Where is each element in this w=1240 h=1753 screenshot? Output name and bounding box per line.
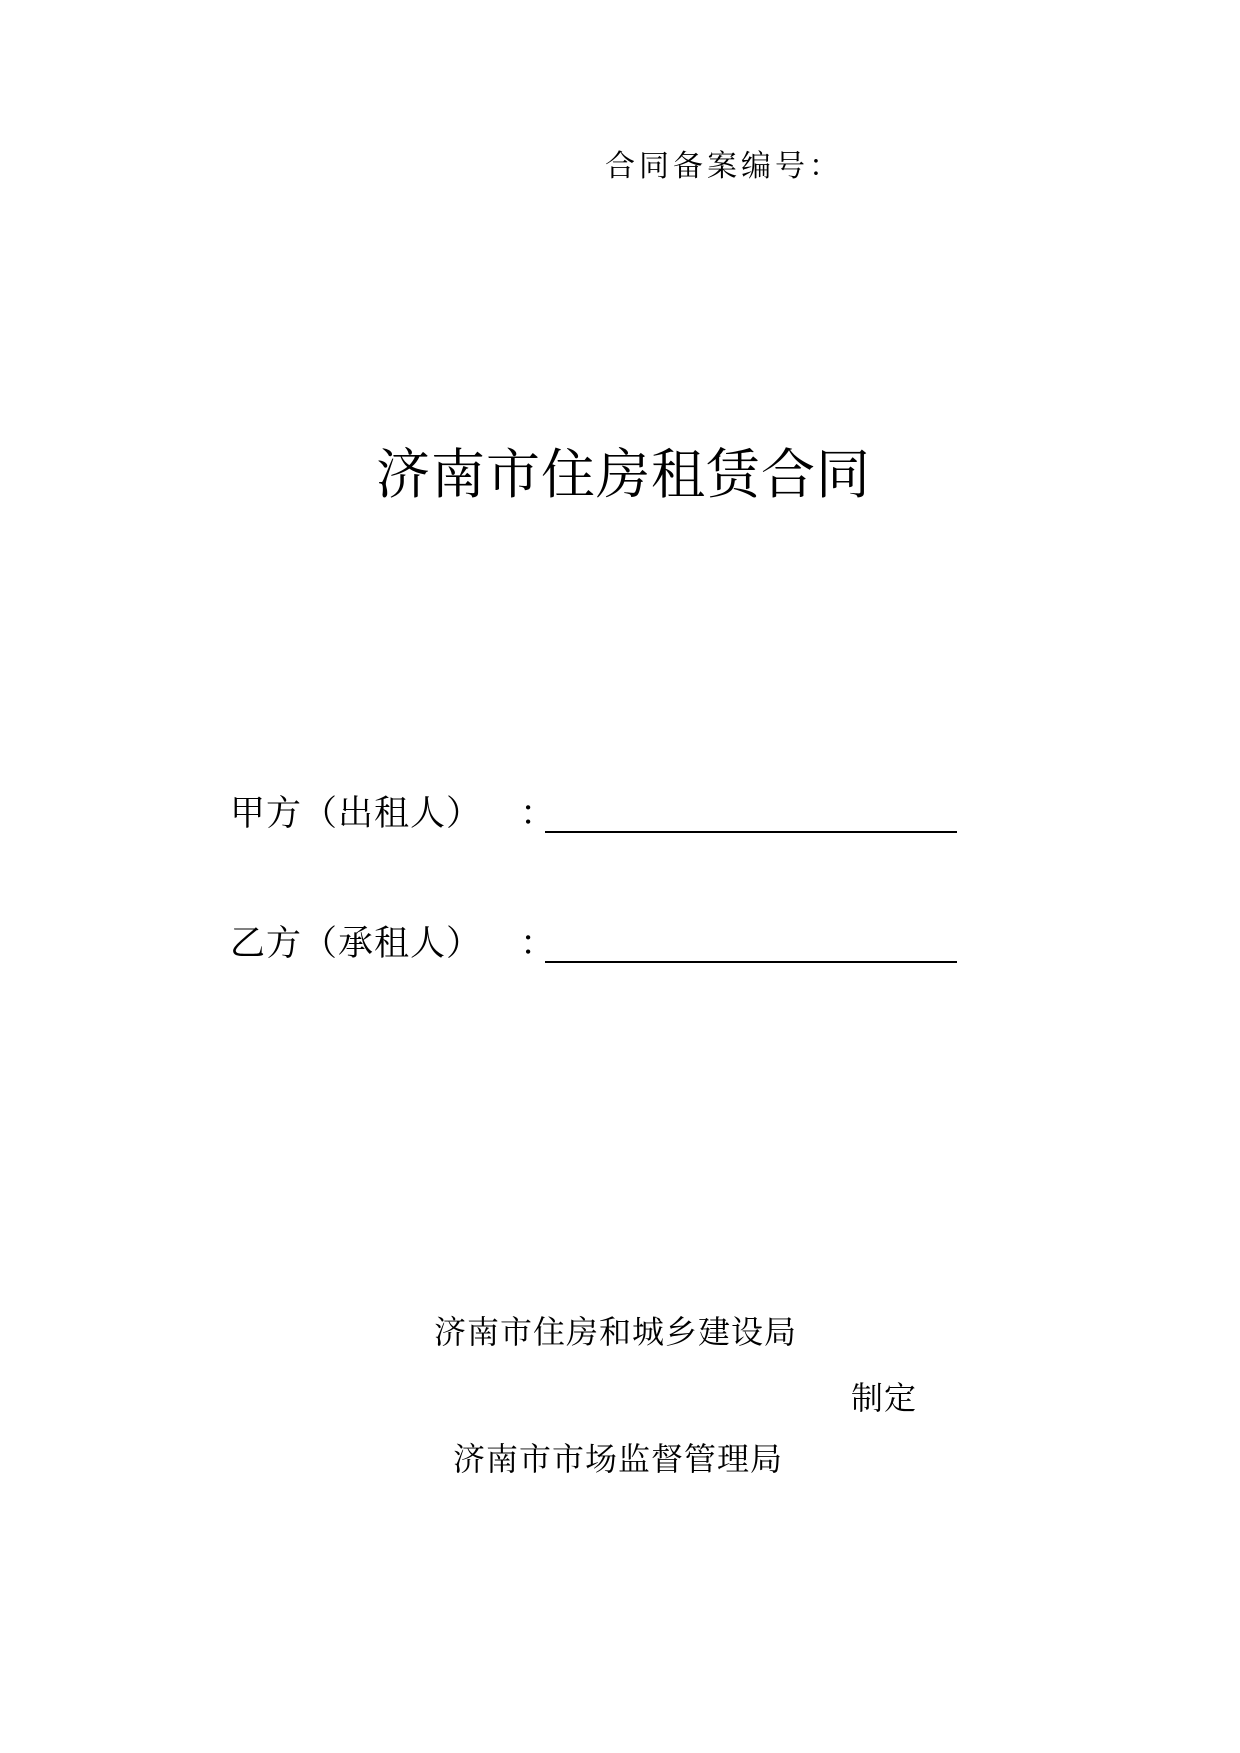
record-number-label: 合同备案编号： xyxy=(605,149,843,184)
made-by-label: 制定 xyxy=(851,1379,918,1417)
party-b-label: 乙方（承租人） xyxy=(230,924,483,964)
party-a-label: 甲方（出租人） xyxy=(230,794,483,834)
issuer-housing-bureau: 济南市住房和城乡建设局 xyxy=(434,1313,798,1351)
party-a-blank-line xyxy=(545,831,957,833)
document-title: 济南市住房租赁合同 xyxy=(376,443,871,506)
party-a-colon: ： xyxy=(520,794,556,834)
party-b-blank-line xyxy=(545,961,957,963)
issuer-market-bureau: 济南市市场监督管理局 xyxy=(453,1440,784,1478)
party-b-colon: ： xyxy=(520,924,556,964)
